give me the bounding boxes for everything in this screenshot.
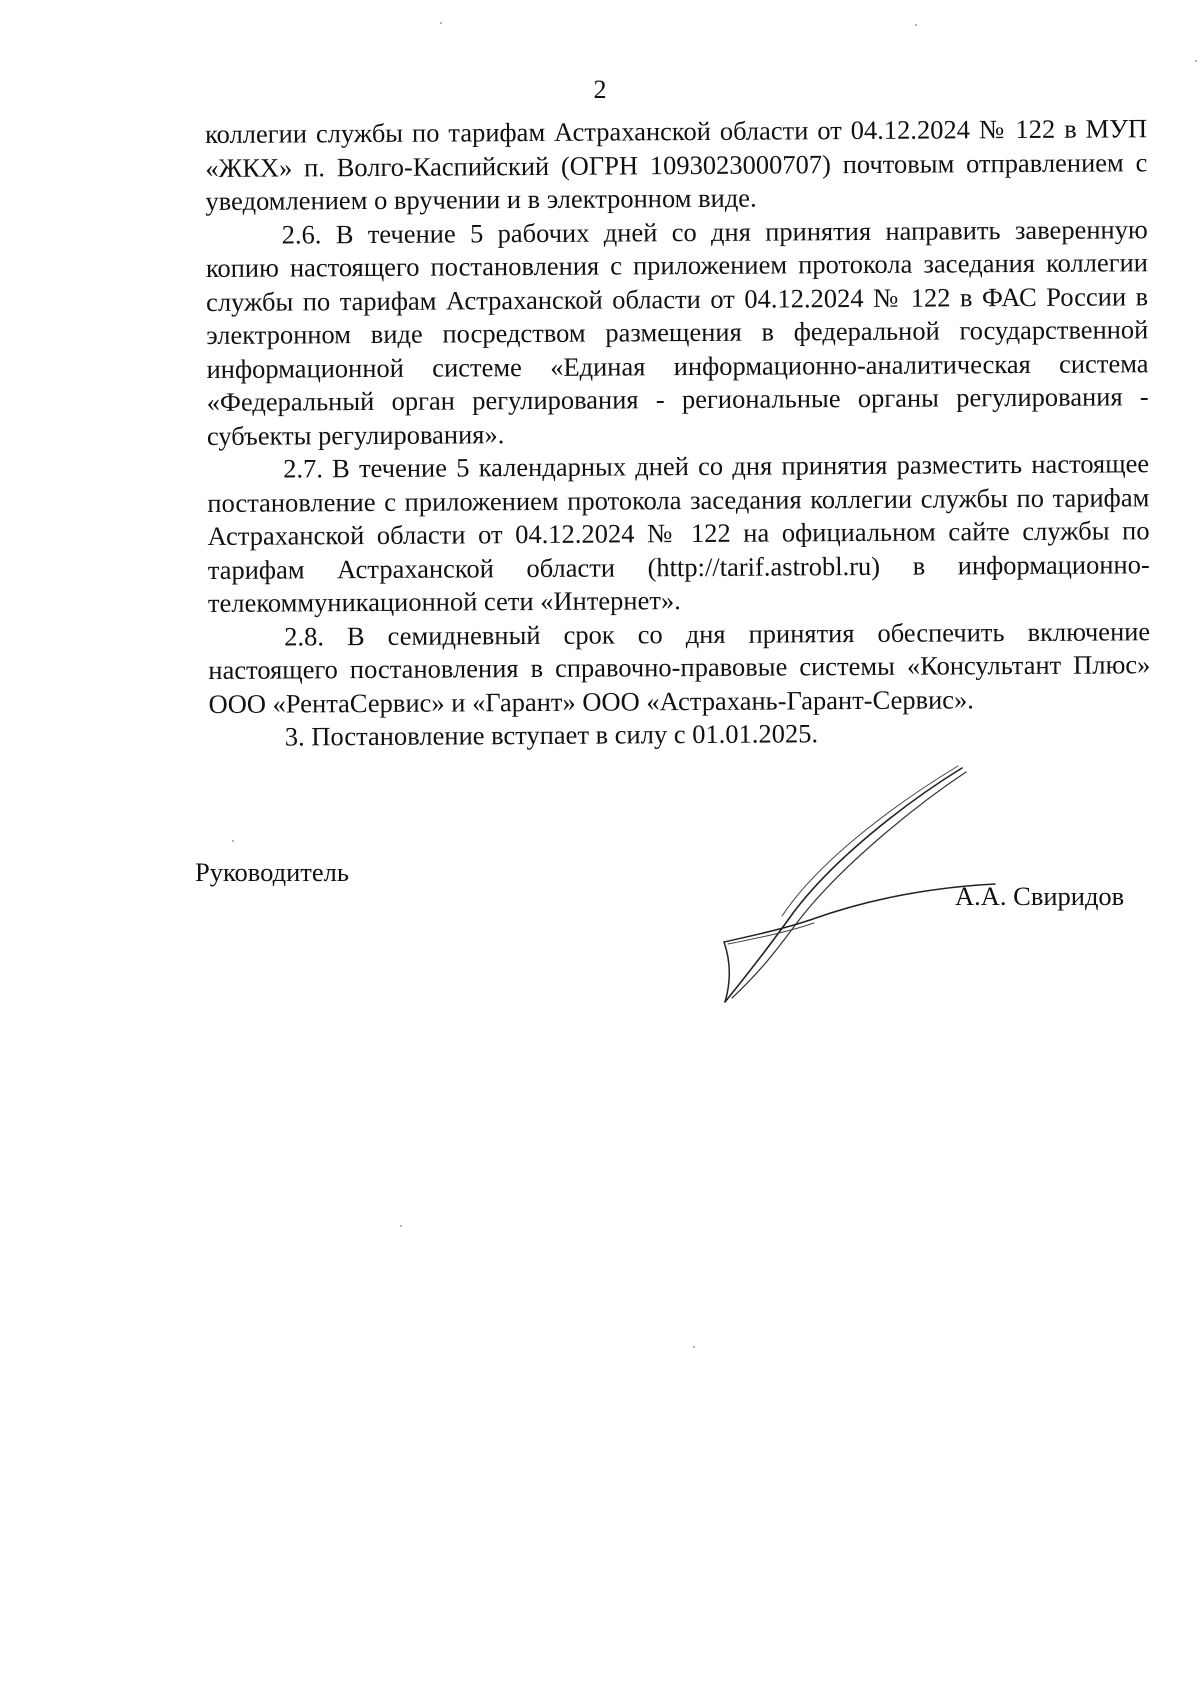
paragraph-2-6: 2.6. В течение 5 рабочих дней со дня принятия направить заверенную копию настоящего постановления с приложением протокола заседания коллегии службы по тарифам Астраханской области от 04.12.2024 № 122 в ФАС России в электронном виде посредством размещения в федеральной государственной информационной системе «Единая информационно-аналитическая система «Федеральный орган регулирования - региональные органы регулирования - субъекты регулирования».	[205, 213, 1149, 451]
scan-speck	[915, 24, 917, 26]
scan-speck	[1195, 60, 1197, 62]
page-number: 2	[593, 75, 607, 104]
paragraph-2-7: 2.7. В течение 5 календарных дней со дня принятия разместить настоящее постановление с приложением протокола заседания коллегии службы по тарифам Астраханской области от 04.12.2024 № 122 на официальном сайте службы по тарифам Астраханской области (http://tarif.astrobl.ru) в информационно-телекоммуникационной сети «Интернет».	[207, 448, 1150, 618]
signer-name: А.А. Свиридов	[955, 881, 1125, 911]
handwritten-signature	[710, 760, 1020, 1010]
scan-speck	[693, 1346, 695, 1348]
document-body	[205, 112, 1151, 754]
paragraph-3: 3. Постановление вступает в силу с 01.01.2025.	[284, 718, 819, 752]
scan-speck	[440, 22, 442, 24]
paragraph-continuation: коллегии службы по тарифам Астраханской области от 04.12.2024 № 122 в МУП «ЖКХ» п. Волго-Каспийский (ОГРН 1093023000707) почтовым отправлением с уведомлением о вручении и в электронном виде.	[205, 113, 1148, 216]
signature-block	[0, 856, 1200, 911]
paragraph-2-8: 2.8. В семидневный срок со дня принятия обеспечить включение настоящего постановления в справочно-правовые системы «Консультант Плюс» ООО «РентаСервис» и «Гарант» ООО «Астрахань-Гарант-Сервис».	[208, 615, 1151, 719]
scan-speck	[232, 840, 234, 842]
scan-speck	[400, 1225, 402, 1227]
signer-title: Руководитель	[195, 857, 349, 887]
